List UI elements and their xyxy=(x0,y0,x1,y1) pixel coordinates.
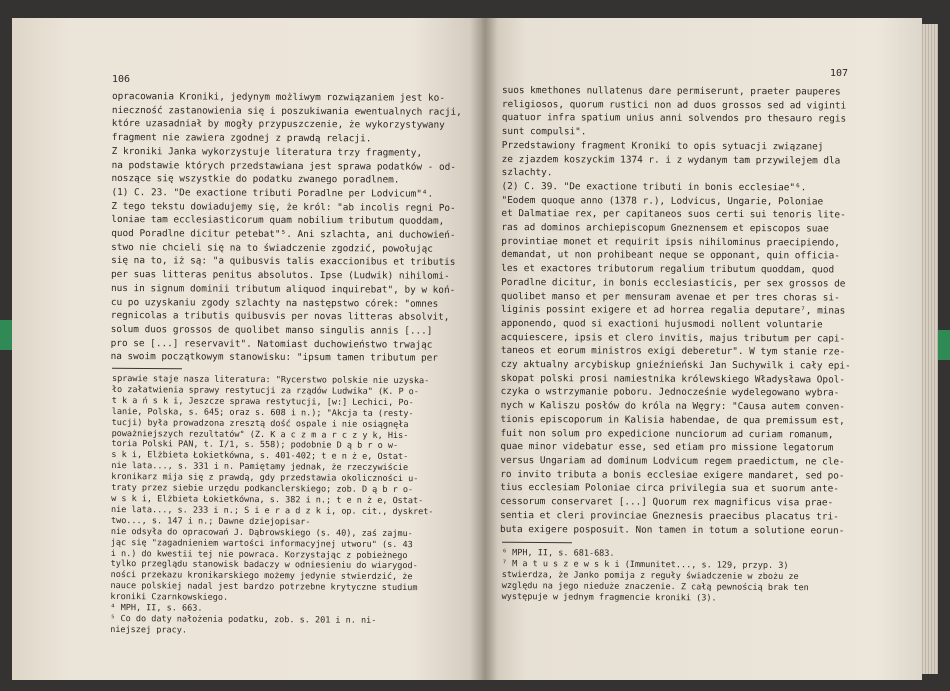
text-line: tionis episcoporum in Kalisia habendae, de qua premissum est, xyxy=(500,413,845,427)
book-spine xyxy=(470,18,498,680)
footnote-line: nie lata..., s. 331 i n. Pamiętamy jednak, że rzeczywiście xyxy=(111,461,409,474)
text-line: fuit non solum pro expedicione nunciorum ad curiam romanum, xyxy=(500,427,834,441)
text-line: czyka o wstrzymanie poboru. Jednocześnie wydelegowano wybra- xyxy=(500,386,840,399)
text-line: czy aktualny arcybiskup gnieźnieński Jan Suchywilk i cały epi- xyxy=(500,359,851,372)
footnote-line: niejszej pracy. xyxy=(110,624,188,636)
footnote-line: ⁷ M a t u s z e w s k i (Immunitet..., s. 129, przyp. 3) xyxy=(501,558,789,571)
text-line: na podstawie których przedstawiana jest sprawa podatków - od- xyxy=(111,159,456,173)
footnote-line: s k i, Elżbieta Łokietkówna, s. 401-402; t e n ż e, Ostat- xyxy=(111,450,409,463)
footnote-line: two..., s. 147 i n.; Dawne dziejopisar- xyxy=(110,515,311,528)
footnote-line: nie lata..., s. 233 i n.; S i e r a d z k i, op. cit., dyskret- xyxy=(111,504,434,518)
footnote-line: nie odsyła do opracowań J. Dąbrowskiego (s. 40), zaś zajmu- xyxy=(110,526,413,539)
text-line: na swoim początkowym stanowisku: "ipsum tamen tributum per xyxy=(110,351,439,365)
text-line: per suas litteras penitus absolutos. Ipse (Ludwik) nihilomi- xyxy=(111,269,450,282)
text-line: (2) C. 39. "De exactione tributi in bonis ecclesiae"⁶. xyxy=(501,180,807,194)
text-line: opracowania Kroniki, jedynym możliwym rozwiązaniem jest ko- xyxy=(111,90,446,104)
footnote-line: t k a ń s k i, Jeszcze sprawa restytucji, [w:] Lechici, Po- xyxy=(111,395,414,408)
right-body-text xyxy=(500,84,852,538)
text-line: quod Poradlne dicitur petebat"⁵. Ani szlachta, ani duchowień- xyxy=(111,228,456,241)
left-body-text xyxy=(111,90,462,366)
text-line: "Eodem quoque anno (1378 r.), Lodvicus, Ungarie, Poloniae xyxy=(501,194,824,208)
text-line: quae minor videbatur esse, sed etiam pro missione legatorum xyxy=(500,441,834,454)
footnote-line: nauce polskiej nadal jest bardzo potrzebne krytyczne studium xyxy=(110,581,418,594)
footnote-line: ⁴ MPH, II, s. 663. xyxy=(110,603,203,614)
footnote-line: ło załatwienia sprawy restytucji za rządów Ludwika" (K. P o- xyxy=(111,384,419,398)
text-line: ze zjazdem koszyckim 1374 r. i z wydanym tam przywilejem dla xyxy=(501,153,841,166)
text-line: quolibet manso et per mensuram avenae et per tres choras si- xyxy=(501,290,840,304)
footnote-line: toria Polski PAN, t. I/1, s. 558); podobnie D ą b r o w- xyxy=(111,439,399,452)
text-line: stwo nie chcieli się na to świadczenie zgodzić, powołując xyxy=(111,241,433,255)
footnote-line: występuje w jednym fragmencie kroniki (3). xyxy=(501,591,717,604)
footnote-line: tucji) była prowadzona zresztą dość ospale i nie osiągnęła xyxy=(111,417,409,430)
footnote-line: stwierdza, że Janko pomija z reguły świadczenie w zbożu ze xyxy=(501,569,799,582)
text-line: cu po uzyskaniu zgody szlachty na następstwo córek: "omnes xyxy=(110,296,439,310)
text-line: provintiae monet et requirit ipsis nihilominus praecipiendo, xyxy=(501,235,840,249)
text-line: et Dalmatiae rex, per capitaneos suos certi sui tenoris lite- xyxy=(501,208,846,221)
text-line: quatuor infra spatium unius anni solvendos pro thesauro regis xyxy=(501,112,847,125)
text-line: Przedstawiony fragment Kroniki to opis sytuacji związanej xyxy=(501,139,824,153)
footnote-line: ⁵ Co do daty nałożenia podatku, zob. s. 201 i n. ni- xyxy=(110,613,377,626)
text-line: nieczność zastanowienia się i poszukiwania ewentualnych racji, xyxy=(111,104,462,118)
footnote-line: w s k i, Elżbieta Łokietkówna, s. 382 i n.; t e n ż e, Ostat- xyxy=(111,493,424,507)
footnote-line: ⁶ MPH, II, s. 681-683. xyxy=(501,548,615,559)
text-line: się na to, iż są: "a quibusvis talis exaccionibus et tributis xyxy=(111,255,456,269)
text-line: pro se [...] reservavit". Natomiast duchowieństwo trwając xyxy=(110,337,433,351)
text-line: Z kroniki Janka wykorzystuje literatura trzy fragmenty, xyxy=(111,145,423,159)
text-line: demandat, ut non prohibeant neque se opponant, quin officia- xyxy=(501,249,840,262)
page-number-left: 106 xyxy=(112,74,131,85)
footnote-line: traty przez siebie urzędu podkanclerskiego; zob. D ą b r o- xyxy=(111,483,414,496)
text-line: versus Ungariam ad dominum Lodvicum regem praedictum, ne cle- xyxy=(500,454,845,468)
text-line: suos kmethones nullatenus dare permiserunt, praeter pauperes xyxy=(501,84,841,98)
footnote-line: ności przekazu kronikarskiego możemy jedynie stwierdzić, że xyxy=(110,570,413,583)
text-line: Z tego tekstu dowiadujemy się, że król: "ab incolis regni Po- xyxy=(111,200,456,214)
text-line: sunt compulsi". xyxy=(501,126,587,138)
open-book xyxy=(12,10,938,685)
text-line: ras ad dominos archiepiscopum Gneznensem et episcopos suae xyxy=(501,222,829,235)
right-page xyxy=(482,18,922,680)
footnote-line: lanie, Polska, s. 645; oraz s. 608 i n.); "Akcja ta (resty- xyxy=(111,406,414,419)
text-line: loniae tam ecclesiasticorum quam nobilium tributum quoddam, xyxy=(111,214,445,228)
text-line: fragment nie zawiera zgodnej z prawdą relacji. xyxy=(111,132,372,145)
footnote-line: względu na jego nieduże znaczenie. Z całą pewnością brak ten xyxy=(501,580,809,593)
footnote-rule-left xyxy=(112,368,182,369)
text-line: Poradlne dicitur, in bonis ecclesiasticis, per sex grossos de xyxy=(501,276,846,290)
text-line: religiosos, quorum rustici non ad duos grossos sed ad viginti xyxy=(501,98,847,112)
text-line: apponendo, quod si exactioni hujusmodi nollent voluntarie xyxy=(500,317,823,331)
footnote-line: poważniejszych rezultatów" (Z. K a c z m a r c z y k, His- xyxy=(111,428,409,441)
text-line: tius ecclesiam Poloniae circa privilegia sua et suorum ante- xyxy=(500,482,839,495)
footnote-line: tylko przeglądu stanowisk badaczy w odniesieniu do wiarygod- xyxy=(110,559,418,572)
text-line: buta exigere posposuit. Non tamen in totum a solutione eorun- xyxy=(500,523,845,536)
left-page xyxy=(12,18,482,680)
text-line: taneos et eorum ministros exigi deberetur". W tym stanie rze- xyxy=(500,345,846,358)
text-line: skopat polski prosi namiestnika królewskiego Władysława Opol- xyxy=(500,372,846,386)
right-footnotes xyxy=(502,548,809,605)
text-line: noszące się wszystkie do podatku zwanego poradlnem. xyxy=(111,173,400,186)
text-line: nus in signum dominii tributum aliquod inquirebat", by w koń- xyxy=(110,282,456,296)
footnote-rule-right xyxy=(502,542,572,543)
text-line: regnicolas a tributis quibusvis per novas litteras absolvit, xyxy=(110,310,450,324)
text-line: nych w Kaliszu posłów do króla na Węgry: "Causa autem conven- xyxy=(500,400,845,413)
text-line: liginis possint exigere et ad horrea regalia deputare⁷, minas xyxy=(500,304,846,317)
text-line: które uzasadniał by mogły przypuszczenie, że wykorzystywany xyxy=(111,118,445,132)
right-green-marker xyxy=(936,330,950,360)
text-line: sentia et cleri provinciae Gneznesis praecibus placatus tri- xyxy=(500,509,839,523)
text-line: szlachty. xyxy=(501,167,553,179)
text-line: ro invito tributa a bonis ecclesiae exigere mandaret, sed po- xyxy=(500,468,845,482)
page-number-right: 107 xyxy=(830,68,849,79)
footnote-line: kroniki Czarnkowskiego. xyxy=(110,592,229,603)
text-line: cessorum conservaret [...] Quorum rex magnificus visa prae- xyxy=(500,496,834,509)
left-footnotes xyxy=(110,374,434,638)
text-line: acquiescere, ipsis et clero invitis, majus tributum per capi- xyxy=(500,331,846,345)
footnote-line: i n.) do kwestii tej nie powraca. Korzystając z pobieżnego xyxy=(110,548,408,561)
text-line: les et exactores tributorum regalium tributum quoddam, quod xyxy=(501,263,835,276)
footnote-line: jąc się "zagadnieniem wartości informacyjnej utworu" (s. 43 xyxy=(110,537,413,550)
footnote-line: sprawie staje nasza literatura: "Rycerstwo polskie nie uzyska- xyxy=(111,374,430,387)
text-line: solum duos grossos de quolibet manso singulis annis [...] xyxy=(110,323,433,337)
text-line: (1) C. 23. "De exactione tributi Poradlne per Lodvicum"⁴. xyxy=(111,186,434,200)
footnote-line: kronikarz mija się z prawdą, gdy przedstawia okoliczności u- xyxy=(111,472,419,485)
